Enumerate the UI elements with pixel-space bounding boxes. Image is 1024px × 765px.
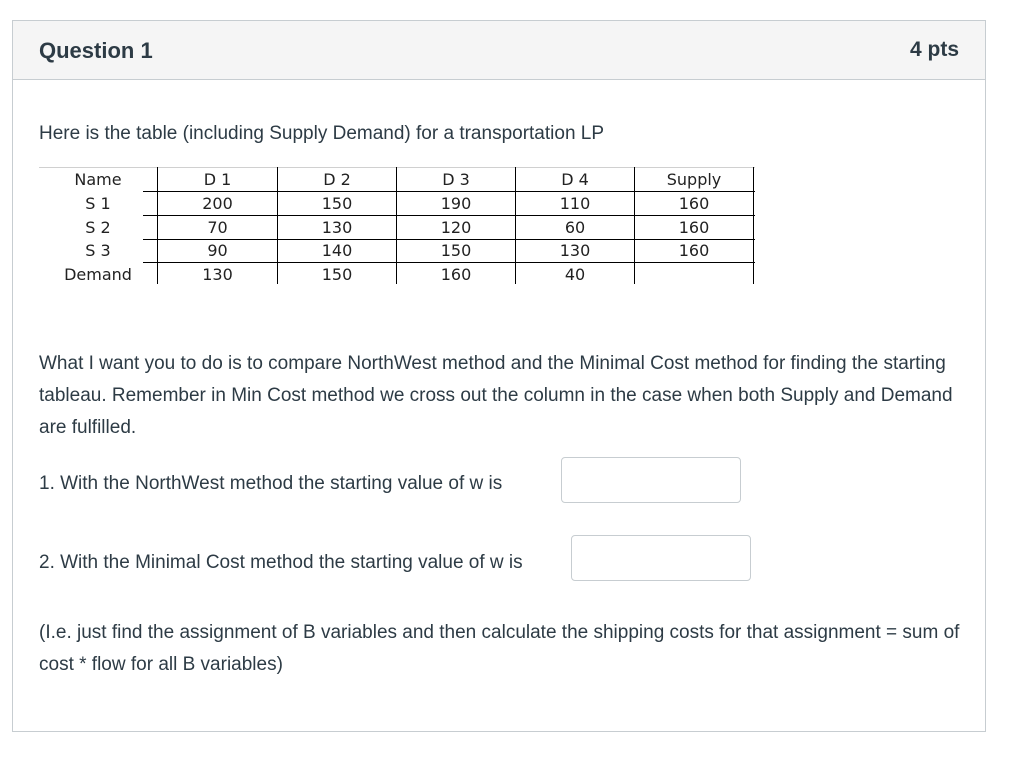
table-cell: 120 <box>440 218 472 237</box>
table-row-label: S 1 <box>85 194 111 213</box>
table-cell: 130 <box>559 241 591 260</box>
table-cell: 70 <box>207 218 228 237</box>
table-header-d2: D 2 <box>323 170 351 189</box>
table-cell: 160 <box>678 194 710 213</box>
table-cell: 160 <box>440 265 472 284</box>
table-header-d4: D 4 <box>561 170 589 189</box>
table-header-d1: D 1 <box>203 170 232 189</box>
table-cell: 160 <box>678 241 710 260</box>
instructions-paragraph: What I want you to do is to compare NorthWest method and the Minimal Cost method for finding the starting tableau. Remember in Min Cost method we cross out the column in the case when both Supply and Demand are fulfilled. <box>39 353 953 438</box>
table-cell: 200 <box>202 194 233 213</box>
question-2-label: 2. With the Minimal Cost method the starting value of w is <box>39 552 523 573</box>
table-cell: 130 <box>321 218 353 237</box>
table-row-label: S 3 <box>85 241 111 260</box>
table-row-label: S 2 <box>85 218 111 237</box>
table-cell: 160 <box>678 218 710 237</box>
table-cell: 110 <box>559 194 591 213</box>
table-cell: 190 <box>440 194 472 213</box>
question-header <box>13 21 985 80</box>
table-cell: 130 <box>202 265 233 284</box>
question-1-answer-input[interactable] <box>561 457 741 503</box>
table-cell: 60 <box>564 218 586 237</box>
table-header-supply: Supply <box>666 170 722 189</box>
question-1-label: 1. With the NorthWest method the starting value of w is <box>39 473 503 494</box>
table-header-d3: D 3 <box>442 170 470 189</box>
question-points: 4 pts <box>909 38 959 61</box>
table-divider <box>753 167 754 284</box>
table-header-name: Name <box>74 170 122 189</box>
table-cell: 150 <box>321 265 353 284</box>
table-cell: 90 <box>207 241 228 260</box>
question-title: Question 1 <box>39 38 153 63</box>
question-2-answer-input[interactable] <box>571 535 751 581</box>
table-cell: 150 <box>321 194 353 213</box>
question-card <box>12 20 986 732</box>
table-cell: 140 <box>321 241 353 260</box>
table-row-label: Demand <box>64 265 132 284</box>
note-text: (I.e. just find the assignment of B variables and then calculate the shipping costs for that assignment = sum of cost * flow for all B variables) <box>39 622 960 675</box>
transportation-table <box>39 167 755 285</box>
table-cell: 150 <box>440 241 472 260</box>
intro-text: Here is the table (including Supply Demand) for a transportation LP <box>39 123 605 144</box>
table-cell <box>635 263 753 286</box>
table-cell: 40 <box>564 265 586 284</box>
